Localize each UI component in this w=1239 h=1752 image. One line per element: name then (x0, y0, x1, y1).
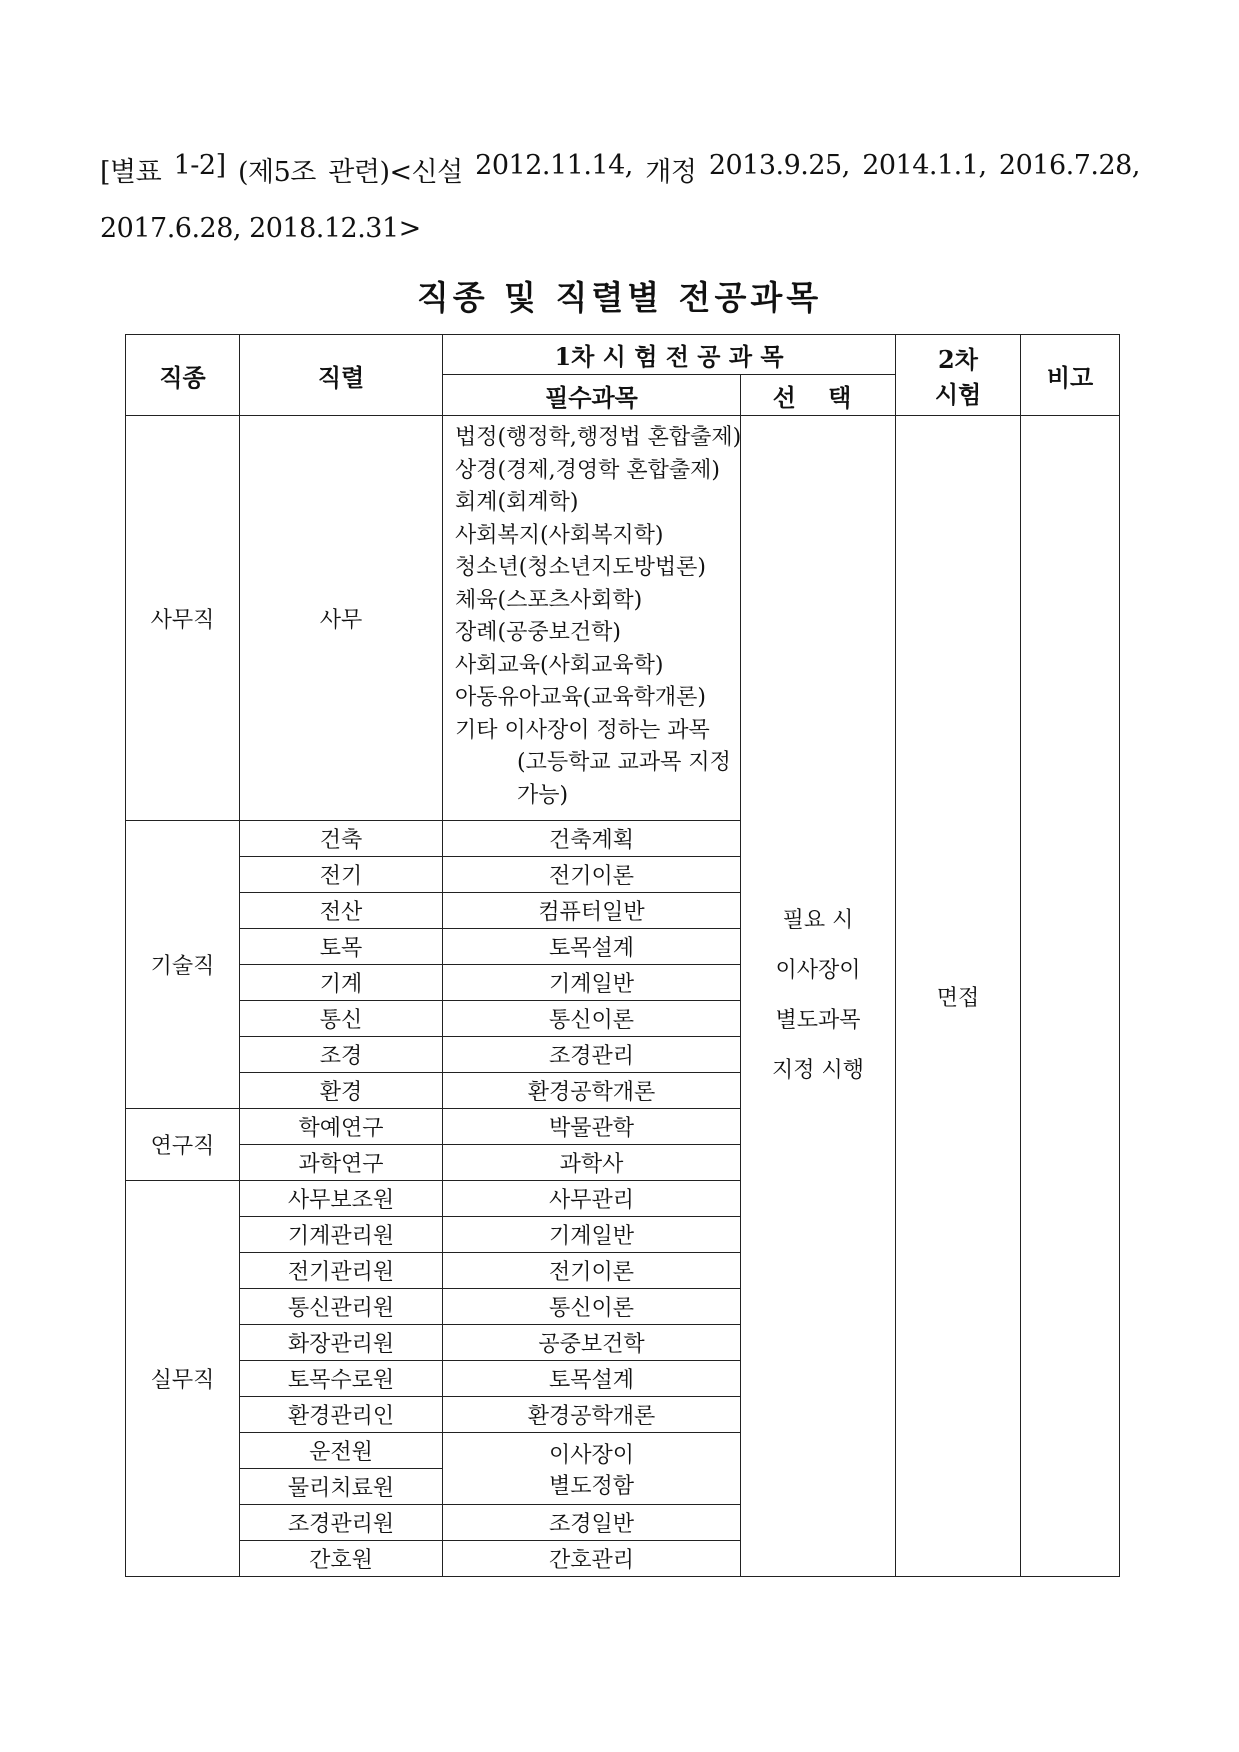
subject-line: 가능) (517, 782, 569, 808)
subject-line: 청소년(청소년지도방법론) (455, 555, 706, 580)
series-cell: 통신관리원 (240, 1289, 443, 1325)
header-required: 필수과목 (443, 375, 741, 416)
optional-line: 지정 시행 (771, 1058, 864, 1083)
subject-cell: 통신이론 (443, 1001, 741, 1037)
series-cell: 조경관리원 (240, 1505, 443, 1541)
category-practical: 실무직 (126, 1181, 240, 1577)
subject-line: 체육(스포츠사회학) (455, 587, 643, 613)
header-second-exam (896, 335, 1021, 416)
subject-cell: 박물관학 (443, 1109, 741, 1145)
subject-line: 장례(공중보건학) (455, 620, 621, 645)
series-cell: 토목수로원 (240, 1361, 443, 1397)
header-token: 2014.1.1, (862, 150, 987, 181)
series-cell: 토목 (240, 929, 443, 965)
series-cell: 기계 (240, 965, 443, 1001)
series-cell: 학예연구 (240, 1109, 443, 1145)
series-cell: 화장관리원 (240, 1325, 443, 1361)
subject-line: 사회교육(사회교육학) (455, 652, 664, 678)
category-research: 연구직 (126, 1109, 240, 1181)
series-cell: 조경 (240, 1037, 443, 1073)
subject-cell: 통신이론 (443, 1289, 741, 1325)
page-title: 직종 및 직렬별 전공과목 (416, 278, 823, 317)
subject-cell: 기계일반 (443, 1217, 741, 1253)
subject-line: 아동유아교육(교육학개론) (455, 685, 706, 710)
header-remarks: 비고 (1021, 335, 1120, 416)
subject-cell: 간호관리 (443, 1541, 741, 1577)
merged-subject-line: 별도정함 (548, 1473, 634, 1499)
subject-table (125, 334, 1120, 1577)
header-category: 직종 (126, 335, 240, 416)
optional-line: 별도과목 (775, 1008, 861, 1033)
subject-line: 회계(회계학) (455, 490, 579, 515)
subject-line: (고등학교 교과목 지정 (517, 750, 731, 775)
subject-cell: 컴퓨터일반 (443, 893, 741, 929)
amendment-history-line-1 (100, 150, 1140, 189)
header-token: 2016.7.28, (998, 150, 1140, 181)
series-cell: 사무보조원 (240, 1181, 443, 1217)
series-cell: 건축 (240, 821, 443, 857)
header-token: 2012.11.14, (475, 150, 633, 181)
series-cell: 운전원 (240, 1433, 443, 1469)
subject-cell: 전기이론 (443, 857, 741, 893)
header-token: 관련)<신설 (328, 157, 463, 188)
office-subject-list (443, 416, 741, 821)
series-cell: 전산 (240, 893, 443, 929)
header-token: (제5조 (238, 157, 316, 188)
optional-line: 이사장이 (775, 958, 861, 983)
subject-cell-merged (443, 1433, 741, 1505)
subject-cell: 기계일반 (443, 965, 741, 1001)
subject-line: 법정(행정학,행정법 혼합출제) (455, 425, 742, 450)
header-token: [별표 (100, 157, 162, 188)
header-token: 1-2] (173, 150, 226, 181)
subject-line: 기타 이사장이 정하는 과목 (455, 717, 710, 743)
series-cell: 전기관리원 (240, 1253, 443, 1289)
subject-cell: 전기이론 (443, 1253, 741, 1289)
series-cell: 전기 (240, 857, 443, 893)
remarks-cell (1021, 416, 1120, 1577)
category-office: 사무직 (126, 416, 240, 821)
subject-cell: 건축계획 (443, 821, 741, 857)
series-cell: 기계관리원 (240, 1217, 443, 1253)
series-cell: 환경관리인 (240, 1397, 443, 1433)
subject-line: 상경(경제,경영학 혼합출제) (455, 457, 720, 483)
series-cell: 통신 (240, 1001, 443, 1037)
merged-subject-line: 이사장이 (548, 1442, 634, 1468)
header-first-exam: 1차 시 험 전 공 과 목 (443, 335, 896, 375)
series-cell: 환경 (240, 1073, 443, 1109)
header-second-exam-line: 2차 (938, 345, 978, 374)
subject-cell: 공중보건학 (443, 1325, 741, 1361)
amendment-history-line-2: 2017.6.28, 2018.12.31> (100, 213, 421, 244)
series-office: 사무 (240, 416, 443, 821)
table-row (126, 416, 1120, 821)
category-technical: 기술직 (126, 821, 240, 1109)
optional-subject-cell (741, 416, 896, 1577)
subject-cell: 조경관리 (443, 1037, 741, 1073)
optional-line: 필요 시 (782, 908, 854, 933)
table-header-row (126, 335, 1120, 375)
header-token: 개정 (645, 157, 697, 188)
subject-cell: 사무관리 (443, 1181, 741, 1217)
subject-cell: 토목설계 (443, 929, 741, 965)
subject-cell: 토목설계 (443, 1361, 741, 1397)
subject-cell: 환경공학개론 (443, 1397, 741, 1433)
subject-cell: 조경일반 (443, 1505, 741, 1541)
header-optional: 선 택 (741, 375, 896, 416)
header-token: 2013.9.25, (708, 150, 850, 181)
series-cell: 간호원 (240, 1541, 443, 1577)
subject-cell: 환경공학개론 (443, 1073, 741, 1109)
subject-cell: 과학사 (443, 1145, 741, 1181)
header-series: 직렬 (240, 335, 443, 416)
subject-line: 사회복지(사회복지학) (455, 522, 664, 548)
series-cell: 과학연구 (240, 1145, 443, 1181)
header-second-exam-line: 시험 (934, 380, 982, 409)
second-exam-cell: 면접 (896, 416, 1021, 1577)
series-cell: 물리치료원 (240, 1469, 443, 1505)
